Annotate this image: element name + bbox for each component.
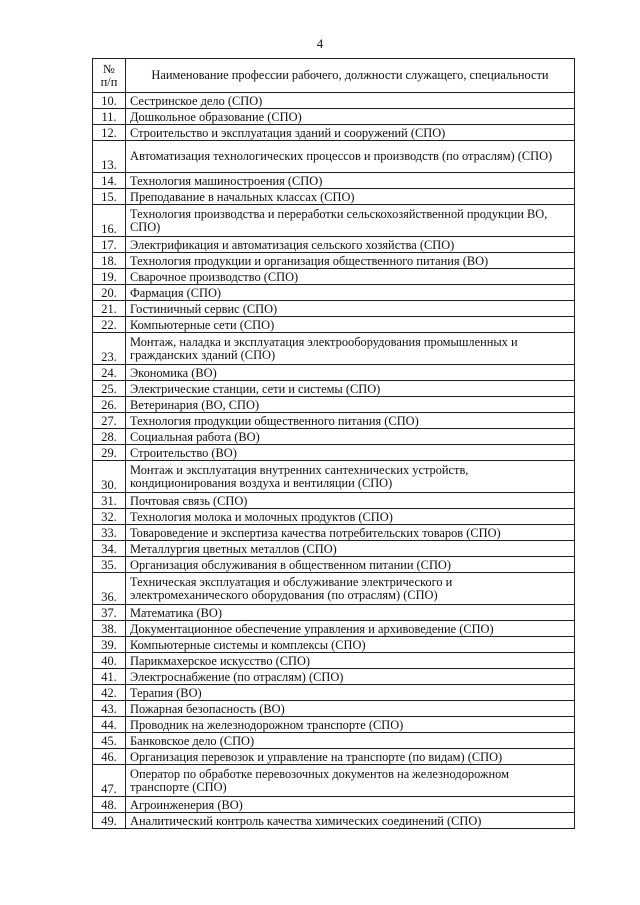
table-row — [93, 557, 575, 573]
table-row — [93, 669, 575, 685]
row-name: Терапия (ВО) — [126, 685, 575, 701]
row-number: 49. — [93, 813, 126, 829]
table-row — [93, 797, 575, 813]
header-number-text: № п/п — [100, 61, 118, 89]
table-row — [93, 269, 575, 285]
table-row — [93, 605, 575, 621]
row-name: Документационное обеспечение управления и архивоведение (СПО) — [126, 621, 575, 637]
table-row — [93, 813, 575, 829]
row-number: 21. — [93, 301, 126, 317]
table-row — [93, 301, 575, 317]
row-name: Оператор по обработке перевозочных документов на железнодорожном транспорте (СПО) — [126, 765, 575, 797]
row-name: Ветеринария (ВО, СПО) — [126, 397, 575, 413]
row-name: Технология производства и переработки сельскохозяйственной продукции ВО, СПО) — [126, 205, 575, 237]
row-name: Пожарная безопасность (ВО) — [126, 701, 575, 717]
row-name: Организация перевозок и управление на транспорте (по видам) (СПО) — [126, 749, 575, 765]
table-row — [93, 141, 575, 173]
table-row — [93, 381, 575, 397]
row-number: 46. — [93, 749, 126, 765]
table-row — [93, 461, 575, 493]
row-number: 42. — [93, 685, 126, 701]
row-name: Агроинженерия (ВО) — [126, 797, 575, 813]
row-number: 43. — [93, 701, 126, 717]
table-row — [93, 653, 575, 669]
row-name: Технология продукции общественного питания (СПО) — [126, 413, 575, 429]
page-number: 4 — [316, 36, 324, 51]
row-name: Электрификация и автоматизация сельского хозяйства (СПО) — [126, 237, 575, 253]
row-number: 25. — [93, 381, 126, 397]
table-row — [93, 685, 575, 701]
table-row — [93, 205, 575, 237]
table-row — [93, 189, 575, 205]
row-name: Техническая эксплуатация и обслуживание электрического и электромеханического оборудования (по отраслям) (СПО) — [126, 573, 575, 605]
row-name: Дошкольное образование (СПО) — [126, 109, 575, 125]
row-number: 30. — [93, 461, 126, 493]
table-row — [93, 397, 575, 413]
row-name: Парикмахерское искусство (СПО) — [126, 653, 575, 669]
row-number: 10. — [93, 93, 126, 109]
row-number: 38. — [93, 621, 126, 637]
row-name: Автоматизация технологических процессов и производств (по отраслям) (СПО) — [126, 141, 575, 173]
row-number: 13. — [93, 141, 126, 173]
row-number: 19. — [93, 269, 126, 285]
table-row — [93, 749, 575, 765]
row-name: Товароведение и экспертиза качества потребительских товаров (СПО) — [126, 525, 575, 541]
row-number: 44. — [93, 717, 126, 733]
row-name: Сестринское дело (СПО) — [126, 93, 575, 109]
row-number: 32. — [93, 509, 126, 525]
table-row — [93, 237, 575, 253]
row-name: Технология молока и молочных продуктов (СПО) — [126, 509, 575, 525]
row-number: 37. — [93, 605, 126, 621]
row-name: Проводник на железнодорожном транспорте (СПО) — [126, 717, 575, 733]
row-number: 48. — [93, 797, 126, 813]
row-number: 26. — [93, 397, 126, 413]
row-name: Преподавание в начальных классах (СПО) — [126, 189, 575, 205]
row-number: 41. — [93, 669, 126, 685]
table-row — [93, 93, 575, 109]
row-number: 40. — [93, 653, 126, 669]
table-row — [93, 717, 575, 733]
table-row — [93, 525, 575, 541]
row-number: 34. — [93, 541, 126, 557]
row-name: Почтовая связь (СПО) — [126, 493, 575, 509]
row-name: Банковское дело (СПО) — [126, 733, 575, 749]
header-number — [93, 59, 126, 93]
row-name: Организация обслуживания в общественном питании (СПО) — [126, 557, 575, 573]
table-row — [93, 413, 575, 429]
row-name: Экономика (ВО) — [126, 365, 575, 381]
table-row — [93, 573, 575, 605]
row-number: 29. — [93, 445, 126, 461]
table-row — [93, 445, 575, 461]
table-row — [93, 317, 575, 333]
row-name: Фармация (СПО) — [126, 285, 575, 301]
row-number: 18. — [93, 253, 126, 269]
row-name: Социальная работа (ВО) — [126, 429, 575, 445]
table-row — [93, 333, 575, 365]
row-number: 28. — [93, 429, 126, 445]
row-number: 39. — [93, 637, 126, 653]
row-number: 35. — [93, 557, 126, 573]
table-row — [93, 365, 575, 381]
row-number: 47. — [93, 765, 126, 797]
row-number: 23. — [93, 333, 126, 365]
row-number: 20. — [93, 285, 126, 301]
row-name: Сварочное производство (СПО) — [126, 269, 575, 285]
header-name: Наименование профессии рабочего, должности служащего, специальности — [126, 59, 575, 93]
table-row — [93, 733, 575, 749]
row-name: Аналитический контроль качества химических соединений (СПО) — [126, 813, 575, 829]
table-row — [93, 173, 575, 189]
table-row — [93, 109, 575, 125]
row-name: Компьютерные сети (СПО) — [126, 317, 575, 333]
row-number: 14. — [93, 173, 126, 189]
row-name: Строительство (ВО) — [126, 445, 575, 461]
table-row — [93, 509, 575, 525]
professions-table — [92, 58, 575, 829]
row-number: 36. — [93, 573, 126, 605]
table-row — [93, 621, 575, 637]
row-number: 31. — [93, 493, 126, 509]
row-name: Монтаж и эксплуатация внутренних сантехнических устройств, кондиционирования воздуха и вентиляции (СПО) — [126, 461, 575, 493]
row-number: 45. — [93, 733, 126, 749]
row-number: 24. — [93, 365, 126, 381]
row-name: Гостиничный сервис (СПО) — [126, 301, 575, 317]
table-row — [93, 493, 575, 509]
row-number: 33. — [93, 525, 126, 541]
table-body — [93, 93, 575, 829]
row-number: 17. — [93, 237, 126, 253]
table-header-row — [93, 59, 575, 93]
table-row — [93, 765, 575, 797]
row-name: Технология машиностроения (СПО) — [126, 173, 575, 189]
row-number: 22. — [93, 317, 126, 333]
row-name: Строительство и эксплуатация зданий и сооружений (СПО) — [126, 125, 575, 141]
row-name: Монтаж, наладка и эксплуатация электрооборудования промышленных и гражданских зданий (СПО) — [126, 333, 575, 365]
row-number: 12. — [93, 125, 126, 141]
row-number: 11. — [93, 109, 126, 125]
table-row — [93, 125, 575, 141]
table-row — [93, 253, 575, 269]
row-name: Электрические станции, сети и системы (СПО) — [126, 381, 575, 397]
table-row — [93, 701, 575, 717]
row-name: Технология продукции и организация общественного питания (ВО) — [126, 253, 575, 269]
row-number: 16. — [93, 205, 126, 237]
row-number: 15. — [93, 189, 126, 205]
table-row — [93, 541, 575, 557]
row-name: Математика (ВО) — [126, 605, 575, 621]
table-row — [93, 429, 575, 445]
row-name: Компьютерные системы и комплексы (СПО) — [126, 637, 575, 653]
table-row — [93, 637, 575, 653]
row-name: Электроснабжение (по отраслям) (СПО) — [126, 669, 575, 685]
row-name: Металлургия цветных металлов (СПО) — [126, 541, 575, 557]
table-row — [93, 285, 575, 301]
row-number: 27. — [93, 413, 126, 429]
